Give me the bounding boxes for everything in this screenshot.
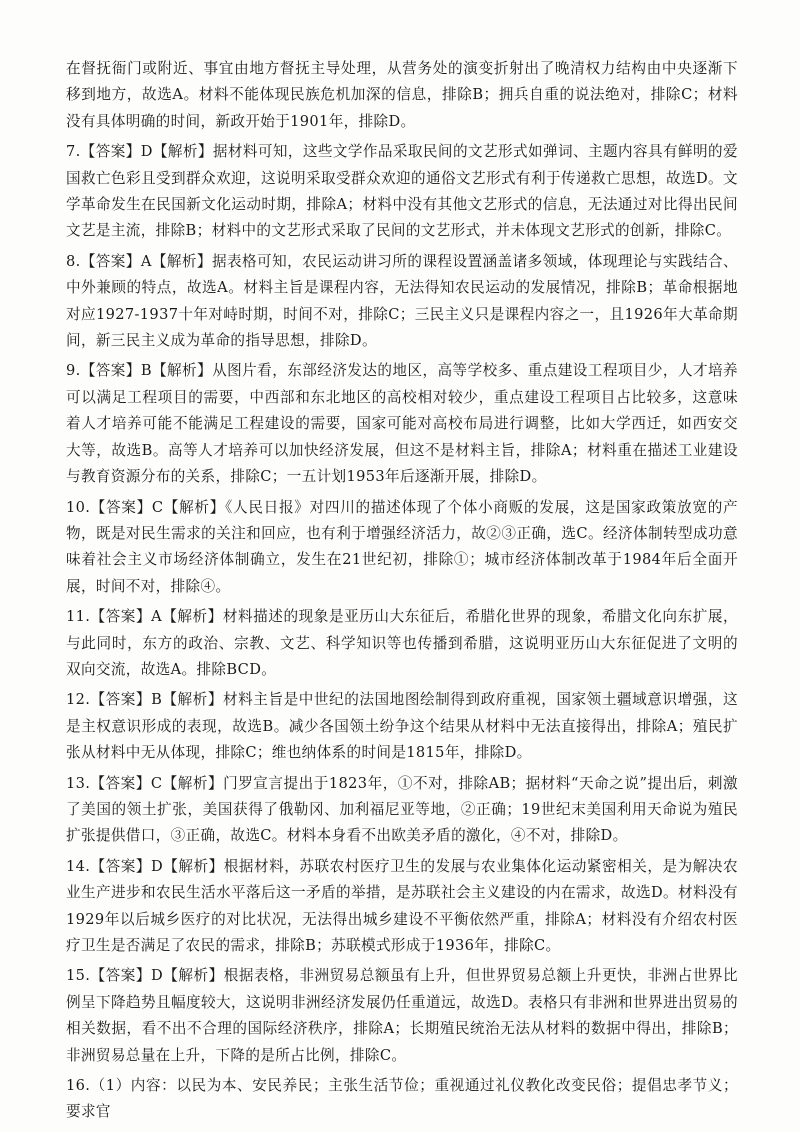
answer-explanations [66,56,738,1130]
paragraph-continued-6: 在督抚衙门或附近、事宜由地方督抚主导处理，从营务处的演变折射出了晚清权力结构由中央逐渐下移到地方，故选A。材料不能体现民族危机加深的信息，排除B；拥兵自重的说法绝对，排除C；材料没有具体明确的时间，新政开始于1901年，排除D。 [66,60,738,130]
answer-9: 9.【答案】B【解析】从图片看，东部经济发达的地区，高等学校多、重点建设工程项目少，人才培养可以满足工程项目的需要，中西部和东北地区的高校相对较少，重点建设工程项目占比较多，这意味着人才培养可能不能满足工程建设的需要，国家可能对高校布局进行调整，比如大学西迁，如西安交大等，故选B。高等人才培养可以加快经济发展，但这不是材料主旨，排除A；材料重在描述工业建设与教育资源分布的关系，排除C；一五计划1953年后逐渐开展，排除D。 [66,362,738,486]
answer-12: 12.【答案】B【解析】材料主旨是中世纪的法国地图绘制得到政府重视，国家领土疆域意识增强，这是主权意识形成的表现，故选B。减少各国领土纷争这个结果从材料中无法直接得出，排除A；殖民扩张从材料中无从体现，排除C；维也纳体系的时间是1815年，排除D。 [66,691,738,762]
answer-7: 7.【答案】D【解析】据材料可知，这些文学作品采取民间的文艺形式如弹词、主题内容具有鲜明的爱国救亡色彩且受到群众欢迎，这说明采取受群众欢迎的通俗文艺形式有利于传递救亡思想，故选D。文学革命发生在民国新文化运动时期，排除A；材料中没有其他文艺形式的信息，无法通过对比得出民间文艺是主流，排除B；材料中的文艺形式采取了民间的文艺形式，并未体现文艺形式的创新，排除C。 [66,143,738,240]
answer-15: 15.【答案】D【解析】根据表格，非洲贸易总额虽有上升，但世界贸易总额上升更快，非洲占世界比例呈下降趋势且幅度较大，这说明非洲经济发展仍任重道远，故选D。表格只有非洲和世界进出贸易的相关数据，看不出不合理的国际经济秩序，排除A；长期殖民统治无法从材料的数据中得出，排除B；非洲贸易总量在上升，下降的是所占比例，排除C。 [66,967,738,1064]
answer-8: 8.【答案】A【解析】据表格可知，农民运动讲习所的课程设置涵盖诸多领域，体现理论与实践结合、中外兼顾的特点，故选A。材料主旨是课程内容，无法得知农民运动的发展情况，排除B；革命根据地对应1927-1937十年对峙时期，时间不对，排除C；三民主义只是课程内容之一，且1926年大革命期间，新三民主义成为革命的指导思想，排除D。 [66,252,738,350]
answer-13: 13.【答案】C【解析】门罗宣言提出于1823年，①不对，排除AB；据材料“天命之说”提出后，刺激了美国的领土扩张，美国获得了俄勒冈、加利福尼亚等地，②正确；19世纪末美国利用天命说为殖民扩张提供借口，③正确，故选C。材料本身看不出欧美矛盾的激化，④不对，排除D。 [66,774,738,845]
answer-14: 14.【答案】D【解析】根据材料，苏联农村医疗卫生的发展与农业集体化运动紧密相关，是为解决农业生产进步和农民生活水平落后这一矛盾的举措，是苏联社会主义建设的内在需求，故选D。材料没有1929年以后城乡医疗的对比状况，无法得出城乡建设不平衡依然严重，排除A；材料没有介绍农村医疗卫生是否满足了农民的需求，排除B；苏联模式形成于1936年，排除C。 [66,857,738,954]
answer-11: 11.【答案】A【解析】材料描述的现象是亚历山大东征后，希腊化世界的现象，希腊文化向东扩展，与此同时，东方的政治、宗教、文艺、科学知识等也传播到希腊，这说明亚历山大东征促进了文明的双向交流，故选A。排除BCD。 [66,608,738,678]
answer-16: 16.（1）内容：以民为本、安民养民；主张生活节俭；重视通过礼仪教化改变民俗；提倡忠孝节义；要求官 [66,1077,738,1121]
answer-10: 10.【答案】C【解析】《人民日报》对四川的描述体现了个体小商贩的发展，这是国家政策放宽的产物，既是对民生需求的关注和回应，也有利于增强经济活力，故②③正确，选C。经济体制转型成功意味着社会主义市场经济体制确立，发生在21世纪初，排除①；城市经济体制改革于1984年后全面开展，时间不对，排除④。 [66,498,738,595]
